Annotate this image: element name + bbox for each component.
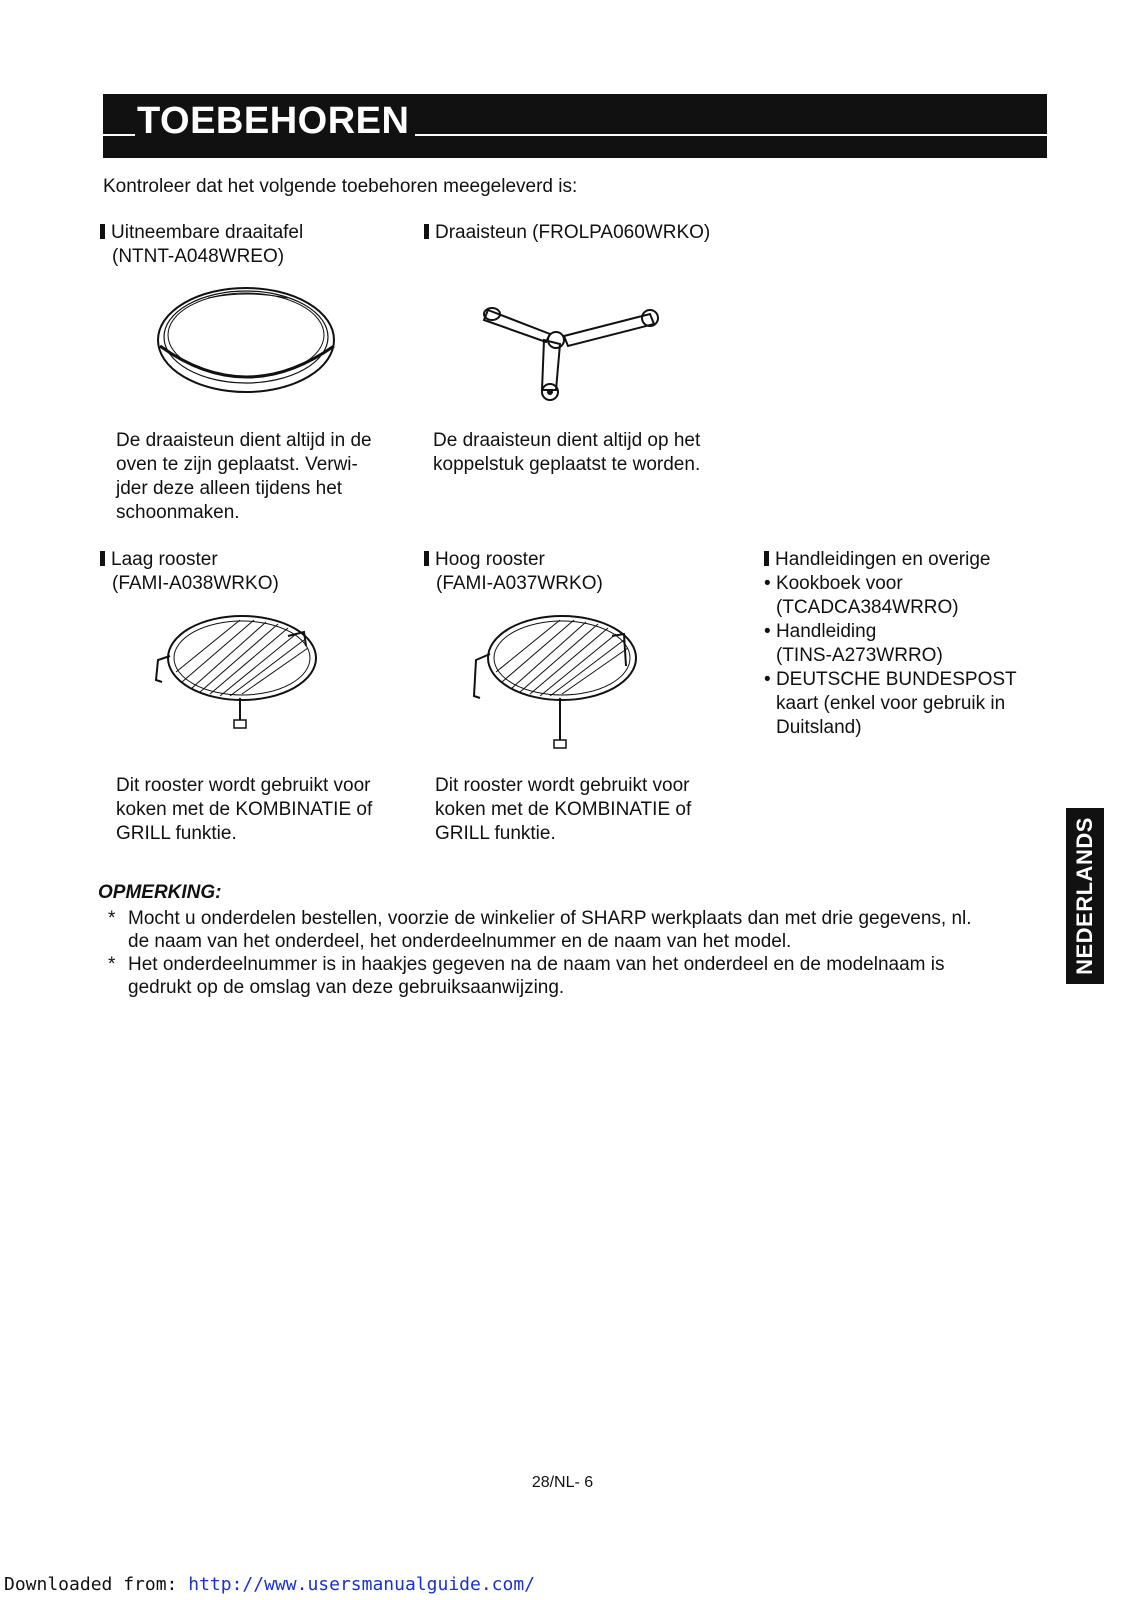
list-item: • Kookboek voor — [764, 573, 903, 594]
item-title: Hoog rooster — [424, 548, 603, 572]
page-title: TOEBEHOREN — [135, 98, 415, 144]
part-code: (FAMI-A038WRKO) — [112, 573, 279, 594]
item-high-rack — [424, 548, 603, 596]
item-support — [424, 221, 710, 245]
item-description: Dit rooster wordt gebruikt voor koken met de KOMBINATIE of GRILL funktie. — [116, 775, 373, 844]
high-rack-icon — [462, 608, 652, 758]
page-number: 28/NL- 6 — [531, 1474, 594, 1491]
item-turntable — [100, 221, 303, 269]
bullet-square — [424, 224, 429, 239]
part-code: (NTNT-A048WREO) — [112, 246, 285, 267]
bullet-square — [100, 551, 105, 566]
list-item: • DEUTSCHE BUNDESPOST — [764, 669, 1017, 690]
bullet-square — [100, 224, 105, 239]
turntable-support-icon — [480, 296, 670, 406]
note-item: * Het onderdeelnummer is in haakjes gegeven na de naam van het onderdeel en de modelnaam is gedrukt op de omslag van deze gebruiksaanwijzing. — [108, 954, 945, 998]
item-low-rack — [100, 548, 279, 596]
list-item: • Handleiding — [764, 621, 877, 642]
asterisk: * — [108, 954, 116, 975]
part-code: (TCADCA384WRRO) — [776, 597, 959, 618]
item-title: Laag rooster — [100, 548, 279, 572]
item-title: Draaisteun (FROLPA060WRKO) — [424, 221, 710, 245]
part-code: (FAMI-A037WRKO) — [436, 573, 603, 594]
download-note: Downloaded from: http://www.usersmanualguide.com/ — [4, 1574, 536, 1595]
item-description: Dit rooster wordt gebruikt voor koken met de KOMBINATIE of GRILL funktie. — [435, 775, 692, 844]
note-heading: OPMERKING: — [98, 882, 222, 903]
part-code: (TINS-A273WRRO) — [776, 645, 943, 666]
language-tab — [1066, 808, 1104, 984]
item-description: De draaisteun dient altijd in de oven te zijn geplaatst. Verwi- jder deze alleen tijdens het schoonmaken. — [116, 430, 372, 523]
bullet-square — [424, 551, 429, 566]
item-manuals — [764, 548, 1017, 740]
download-link[interactable]: http://www.usersmanualguide.com/ — [188, 1574, 536, 1595]
item-description: De draaisteun dient altijd op het koppelstuk geplaatst te worden. — [433, 430, 701, 475]
bullet-square — [764, 551, 769, 566]
item-title: Handleidingen en overige — [764, 548, 1017, 572]
note-item: * Mocht u onderdelen bestellen, voorzie de winkelier of SHARP werkplaats dan met drie gegevens, nl. de naam van het onderdeel, het onderdeelnummer en de naam van het model. — [108, 908, 972, 952]
asterisk: * — [108, 908, 116, 929]
manuals-list: • Kookboek voor (TCADCA384WRRO) • Handleiding (TINS-A273WRRO) • DEUTSCHE BUNDESPOST kaart (enkel voor gebruik in Duitsland) — [764, 573, 1017, 738]
turntable-icon — [148, 280, 348, 400]
title-bar — [103, 94, 1047, 158]
low-rack-icon — [148, 608, 328, 738]
item-title: Uitneembare draaitafel — [100, 221, 303, 245]
language-tab-label: NEDERLANDS — [1072, 817, 1097, 975]
intro-text: Kontroleer dat het volgende toebehoren meegeleverd is: — [103, 176, 578, 197]
